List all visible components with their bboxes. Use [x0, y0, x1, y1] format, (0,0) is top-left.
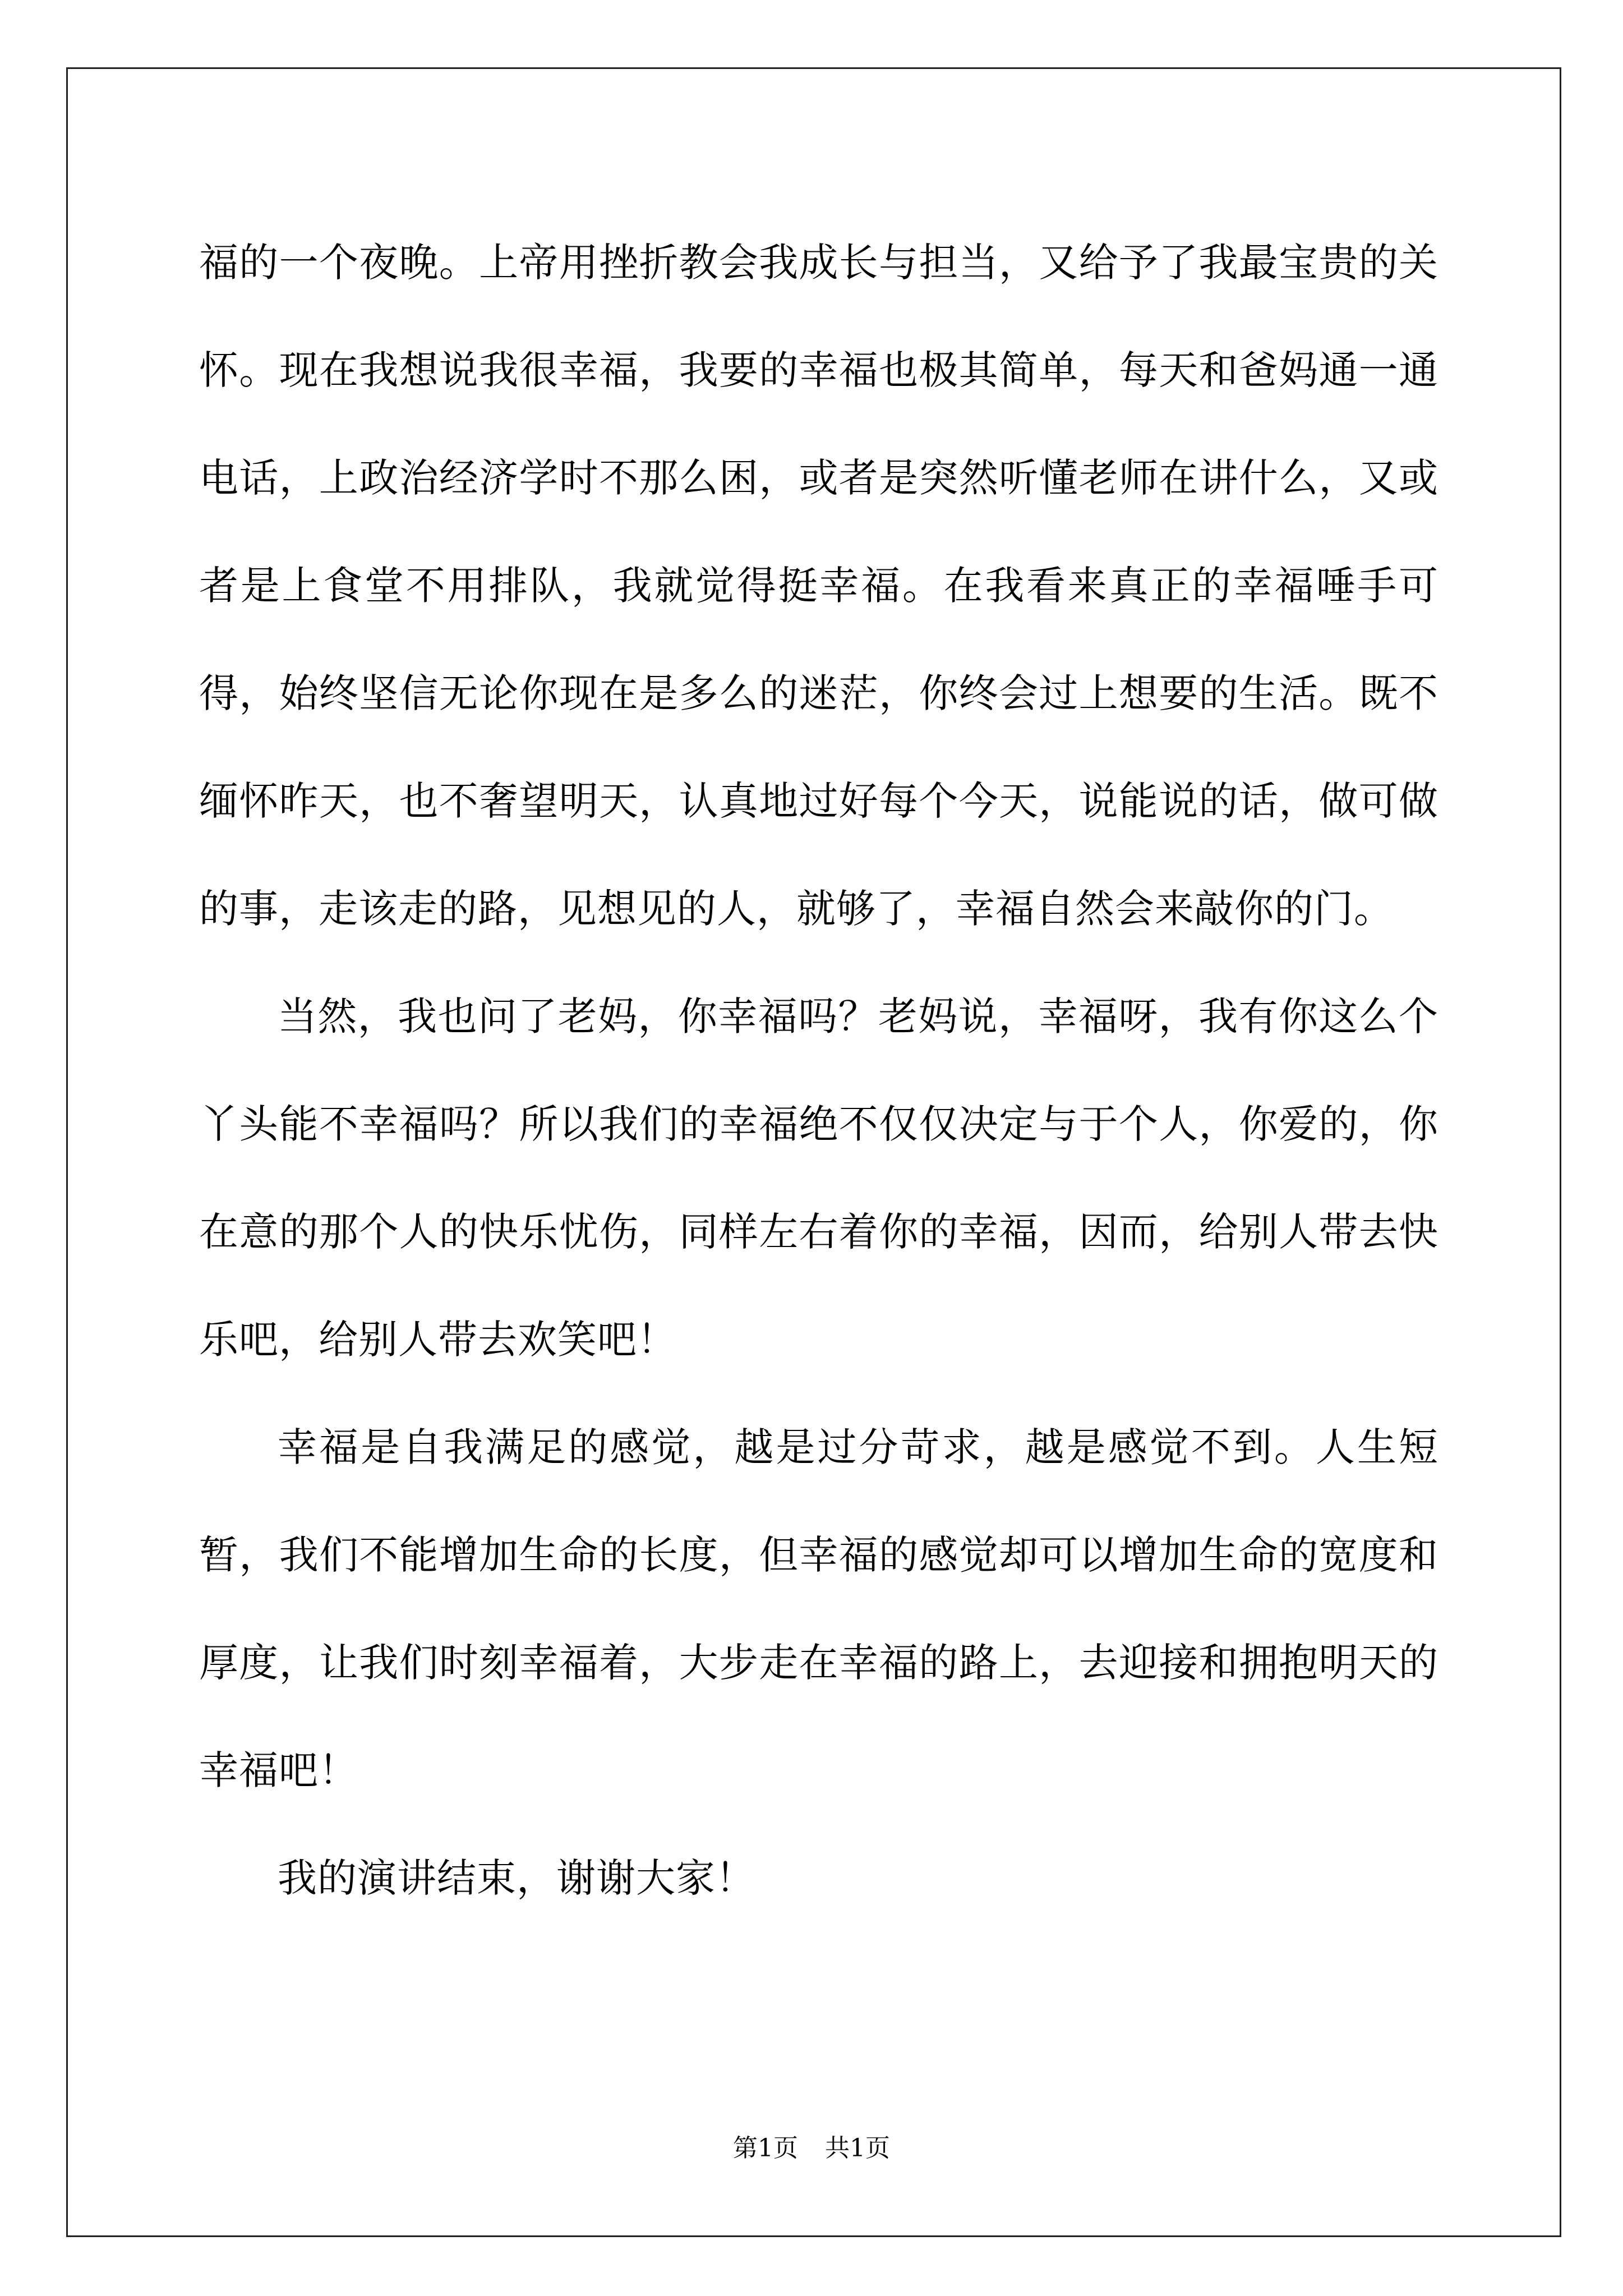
paragraph-4: 我的演讲结束，谢谢大家！	[278, 1855, 755, 1901]
page-footer	[0, 2132, 1623, 2165]
paragraph-1: 福的一个夜晚。上帝用挫折教会我成长与担当，又给予了我最宝贵的关怀。现在我想说我很幸福，我要的幸福也极其简单，每天和爸妈通一通电话，上政治经济学时不那么困，或者是突然听懂老师在讲什么，又或者是上食堂不用排队，我就觉得挺幸福。在我看来真正的幸福唾手可得，始终坚信无论你现在是多么的迷茫，你终会过上想要的生活。既不缅怀昨天，也不奢望明天，认真地过好每个今天，说能说的话，做可做的事，走该走的路，见想见的人，就够了，幸福自然会来敲你的门。	[199, 240, 1438, 932]
total-pages: 共1页	[825, 2134, 890, 2162]
paragraph-2: 当然，我也问了老妈，你幸福吗？老妈说，幸福呀，我有你这么个丫头能不幸福吗？所以我们的幸福绝不仅仅决定与于个人，你爱的，你在意的那个人的快乐忧伤，同样左右着你的幸福，因而，给别人带去快乐吧，给别人带去欢笑吧！	[199, 993, 1438, 1363]
document-body	[199, 209, 1438, 1932]
paragraph-3: 幸福是自我满足的感觉，越是过分苛求，越是感觉不到。人生短暂，我们不能增加生命的长度，但幸福的感觉却可以增加生命的宽度和厚度，让我们时刻幸福着，大步走在幸福的路上，去迎接和拥抱明天的幸福吧！	[199, 1424, 1438, 1793]
page-number: 第1页	[733, 2134, 798, 2162]
